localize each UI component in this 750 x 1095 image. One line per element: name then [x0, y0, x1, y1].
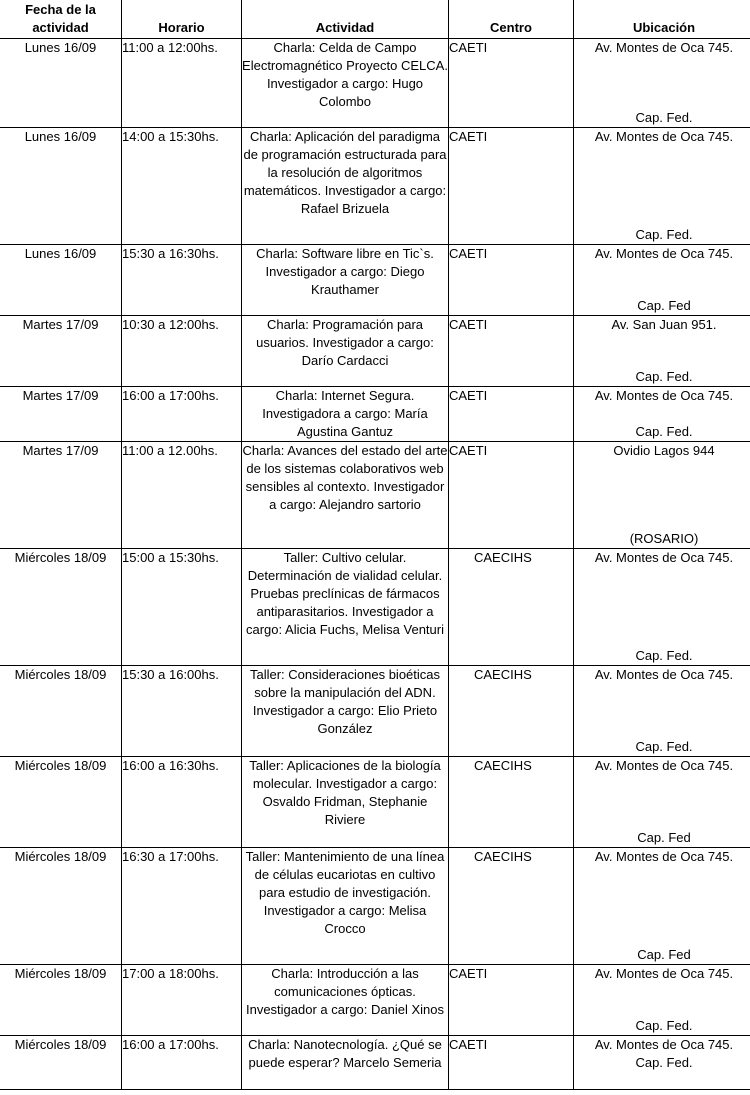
- cell-centro: CAETI: [449, 1036, 574, 1090]
- cell-actividad: Charla: Introducción a las comunicaciones ópticas. Investigador a cargo: Daniel Xinos: [242, 965, 449, 1036]
- cell-horario: 15:30 a 16:30hs.: [122, 245, 242, 316]
- ubicacion-address: Av. San Juan 951.: [611, 317, 717, 332]
- cell-horario: 16:00 a 17:00hs.: [122, 1036, 242, 1090]
- cell-ubicacion: [574, 39, 750, 128]
- header-fecha: [0, 0, 122, 39]
- ubicacion-city: Cap. Fed: [637, 298, 691, 313]
- cell-ubicacion: [574, 316, 750, 387]
- cell-centro: CAECIHS: [449, 549, 574, 666]
- cell-horario: 11:00 a 12.00hs.: [122, 442, 242, 549]
- cell-ubicacion: [574, 245, 750, 316]
- ubicacion-address: Av. Montes de Oca 745.: [594, 966, 734, 981]
- ubicacion-city: (ROSARIO): [629, 531, 699, 546]
- cell-ubicacion: [574, 128, 750, 245]
- header-actividad: Actividad: [242, 0, 449, 39]
- ubicacion-city: Cap. Fed.: [635, 369, 693, 384]
- cell-ubicacion: [574, 1036, 750, 1090]
- cell-horario: 15:00 a 15:30hs.: [122, 549, 242, 666]
- ubicacion-address: Av. Montes de Oca 745.: [594, 667, 734, 682]
- cell-actividad: Charla: Nanotecnología. ¿Qué se puede esperar? Marcelo Semeria: [242, 1036, 449, 1090]
- cell-centro: CAETI: [449, 128, 574, 245]
- cell-actividad: Taller: Consideraciones bioéticas sobre la manipulación del ADN. Investigador a cargo: Elio Prieto González: [242, 666, 449, 757]
- cell-horario: 14:00 a 15:30hs.: [122, 128, 242, 245]
- cell-ubicacion: [574, 387, 750, 442]
- cell-ubicacion: [574, 757, 750, 848]
- cell-fecha: Lunes 16/09: [0, 245, 122, 316]
- cell-ubicacion: [574, 666, 750, 757]
- header-centro: Centro: [449, 0, 574, 39]
- ubicacion-city: Cap. Fed.: [635, 1018, 693, 1033]
- cell-horario: 16:00 a 16:30hs.: [122, 757, 242, 848]
- table-row: [0, 316, 750, 387]
- table-row: [0, 442, 750, 549]
- ubicacion-address: Av. Montes de Oca 745.: [594, 849, 734, 864]
- cell-horario: 10:30 a 12:00hs.: [122, 316, 242, 387]
- table-row: [0, 549, 750, 666]
- ubicacion-address: Av. Montes de Oca 745.: [594, 550, 734, 565]
- table-row: [0, 965, 750, 1036]
- table-row: [0, 128, 750, 245]
- cell-fecha: Miércoles 18/09: [0, 666, 122, 757]
- cell-actividad: Charla: Programación para usuarios. Investigador a cargo: Darío Cardacci: [242, 316, 449, 387]
- cell-centro: CAECIHS: [449, 666, 574, 757]
- header-ubicacion: Ubicación: [574, 0, 750, 39]
- cell-fecha: Martes 17/09: [0, 442, 122, 549]
- ubicacion-address: Av. Montes de Oca 745.: [594, 388, 734, 403]
- table-row: [0, 757, 750, 848]
- cell-fecha: Miércoles 18/09: [0, 757, 122, 848]
- cell-fecha: Miércoles 18/09: [0, 965, 122, 1036]
- ubicacion-city: Cap. Fed.: [635, 110, 693, 125]
- cell-horario: 16:00 a 17:00hs.: [122, 387, 242, 442]
- header-row: [0, 0, 750, 39]
- cell-centro: CAETI: [449, 965, 574, 1036]
- table-row: [0, 245, 750, 316]
- ubicacion-address: Av. Montes de Oca 745.: [594, 246, 734, 261]
- cell-fecha: Lunes 16/09: [0, 128, 122, 245]
- cell-ubicacion: [574, 442, 750, 549]
- ubicacion-city: Cap. Fed.: [635, 648, 693, 663]
- cell-actividad: Charla: Internet Segura. Investigadora a cargo: María Agustina Gantuz: [242, 387, 449, 442]
- ubicacion-city: Cap. Fed.: [635, 424, 693, 439]
- cell-horario: 15:30 a 16:00hs.: [122, 666, 242, 757]
- table-row: [0, 848, 750, 965]
- cell-fecha: Miércoles 18/09: [0, 1036, 122, 1090]
- cell-centro: CAETI: [449, 387, 574, 442]
- cell-centro: CAETI: [449, 245, 574, 316]
- header-fecha-line2: actividad: [32, 20, 89, 35]
- ubicacion-address: Av. Montes de Oca 745.: [594, 40, 734, 55]
- cell-actividad: Charla: Software libre en Tic`s. Investigador a cargo: Diego Krauthamer: [242, 245, 449, 316]
- cell-horario: 16:30 a 17:00hs.: [122, 848, 242, 965]
- cell-centro: CAETI: [449, 39, 574, 128]
- cell-centro: CAETI: [449, 316, 574, 387]
- cell-actividad: Charla: Avances del estado del arte de los sistemas colaborativos web sensibles al contexto. Investigador a cargo: Alejandro sartorio: [242, 442, 449, 549]
- cell-fecha: Miércoles 18/09: [0, 549, 122, 666]
- cell-fecha: Martes 17/09: [0, 387, 122, 442]
- cell-centro: CAECIHS: [449, 848, 574, 965]
- cell-ubicacion: [574, 848, 750, 965]
- cell-centro: CAECIHS: [449, 757, 574, 848]
- cell-ubicacion: [574, 965, 750, 1036]
- cell-fecha: Lunes 16/09: [0, 39, 122, 128]
- table-row: [0, 39, 750, 128]
- ubicacion-city: Cap. Fed: [637, 830, 691, 845]
- ubicacion-city: Cap. Fed.: [635, 227, 693, 242]
- table-row: [0, 666, 750, 757]
- cell-fecha: Martes 17/09: [0, 316, 122, 387]
- cell-actividad: Charla: Celda de Campo Electromagnético Proyecto CELCA. Investigador a cargo: Hugo Colombo: [242, 39, 449, 128]
- ubicacion-city: Cap. Fed: [637, 947, 691, 962]
- cell-fecha: Miércoles 18/09: [0, 848, 122, 965]
- cell-actividad: Charla: Aplicación del paradigma de programación estructurada para la resolución de algoritmos matemáticos. Investigador a cargo: Rafael Brizuela: [242, 128, 449, 245]
- ubicacion-address: Av. Montes de Oca 745.: [594, 129, 734, 144]
- header-fecha-line1: Fecha de la: [25, 2, 96, 17]
- cell-actividad: Taller: Mantenimiento de una línea de células eucariotas en cultivo para estudio de investigación. Investigador a cargo: Melisa Crocco: [242, 848, 449, 965]
- ubicacion-address: Av. Montes de Oca 745. Cap. Fed.: [594, 1037, 734, 1070]
- cell-actividad: Taller: Cultivo celular. Determinación de vialidad celular. Pruebas preclínicas de fármacos antiparasitarios. Investigador a cargo: Alicia Fuchs, Melisa Venturi: [242, 549, 449, 666]
- ubicacion-city: Cap. Fed.: [635, 739, 693, 754]
- cell-actividad: Taller: Aplicaciones de la biología molecular. Investigador a cargo: Osvaldo Fridman, Stephanie Riviere: [242, 757, 449, 848]
- cell-centro: CAETI: [449, 442, 574, 549]
- cell-horario: 17:00 a 18:00hs.: [122, 965, 242, 1036]
- ubicacion-address: Av. Montes de Oca 745.: [594, 758, 734, 773]
- ubicacion-address: Ovidio Lagos 944: [613, 443, 715, 458]
- table-row: [0, 387, 750, 442]
- cell-ubicacion: [574, 549, 750, 666]
- cell-horario: 11:00 a 12:00hs.: [122, 39, 242, 128]
- header-horario: Horario: [122, 0, 242, 39]
- table-row: [0, 1036, 750, 1090]
